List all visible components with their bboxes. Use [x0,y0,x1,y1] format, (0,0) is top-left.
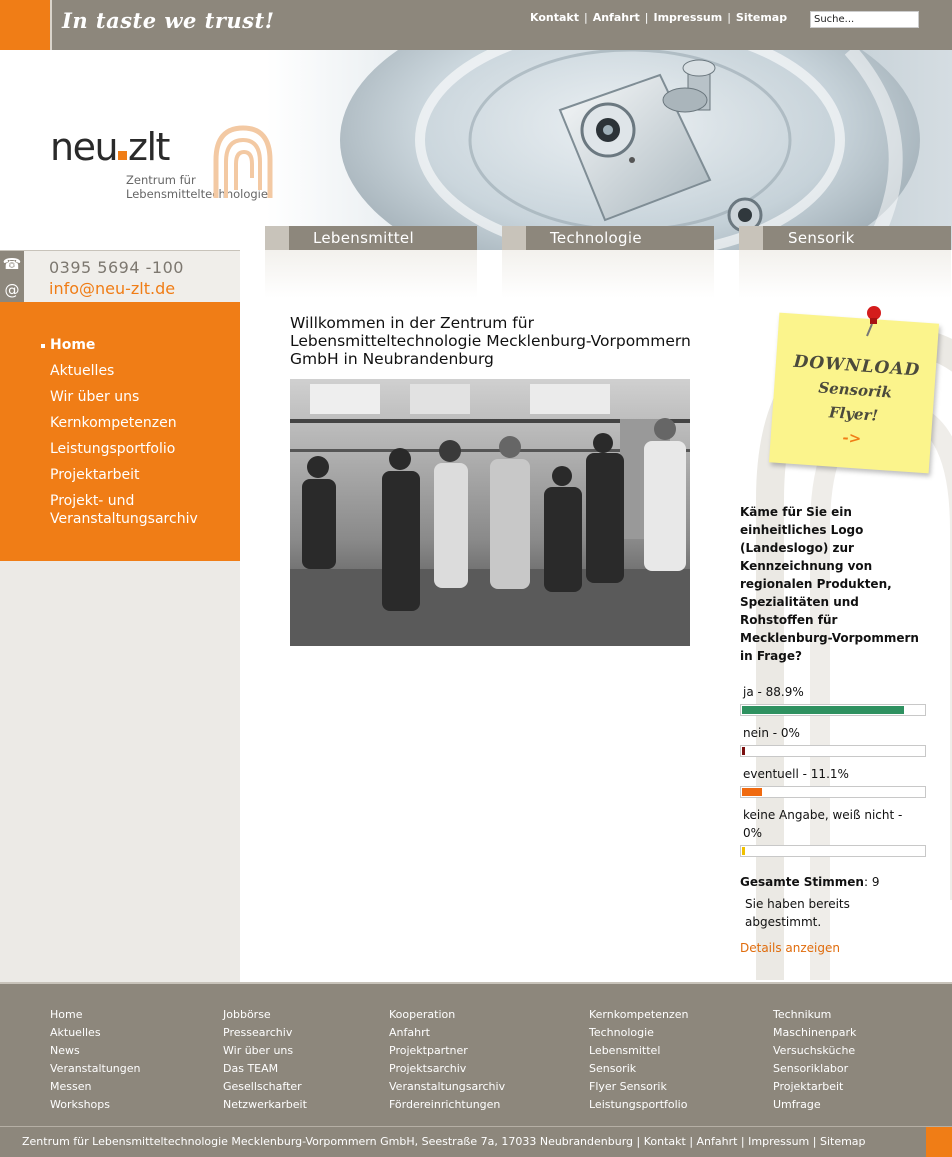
poll-total-value: : 9 [863,875,880,889]
top-link-impressum[interactable]: Impressum [653,11,723,24]
footer-link[interactable]: Das TEAM [223,1062,279,1075]
footer-link[interactable]: Veranstaltungen [50,1062,141,1075]
bottom-bar [0,1126,952,1157]
logo-name-right: zlt [128,125,169,169]
tab-label: Technologie [550,229,642,247]
footer-link[interactable]: Fördereinrichtungen [389,1098,501,1111]
poll-voted-line1: Sie haben bereits [745,897,850,911]
footer-link[interactable]: Maschinenpark [773,1026,857,1039]
poll-spacer [740,665,930,683]
top-orange-block [0,0,50,50]
tab-notch [502,226,526,250]
poll-bar-track [740,704,926,716]
footer-link[interactable]: Technikum [773,1008,832,1021]
bottom-orange-block [926,1127,952,1157]
footer-link[interactable]: Workshops [50,1098,111,1111]
logo-sub-line2: Lebensmitteltechnologie [126,187,268,201]
footer-link[interactable]: Flyer Sensorik [589,1080,667,1093]
note-text [778,349,930,455]
footer-col-2 [223,1006,307,1114]
nav-item-kernkompetenzen[interactable]: Kernkompetenzen [50,415,177,431]
footer-col-4 [589,1006,688,1114]
footer-link[interactable]: News [50,1044,80,1057]
footer-col-1 [50,1006,141,1114]
footer-link[interactable]: Leistungsportfolio [589,1098,688,1111]
poll-question-line: in Frage? [740,649,802,663]
poll-question-line: Spezialitäten und [740,595,859,609]
tab-label: Sensorik [788,229,855,247]
poll-bar-fill [742,847,745,855]
poll-box [740,503,930,956]
team-photo-image [290,379,690,646]
nav-item-archiv[interactable] [50,492,198,528]
nav-item-archiv-line1: Projekt- und [50,493,135,509]
footer-link[interactable]: Sensoriklabor [773,1062,849,1075]
footer-link[interactable]: Projektarbeit [773,1080,844,1093]
footer-link[interactable]: Kooperation [389,1008,456,1021]
top-link-sitemap[interactable]: Sitemap [735,11,788,24]
tab-label: Lebensmittel [313,229,414,247]
footer-link[interactable]: Projektpartner [389,1044,468,1057]
tab-lebensmittel[interactable] [265,226,477,298]
nav-item-projektarbeit[interactable]: Projektarbeit [50,467,140,483]
note-line2: Sensorik [817,378,893,402]
nav-item-leistungsportfolio[interactable]: Leistungsportfolio [50,441,176,457]
tab-notch [739,226,763,250]
logo-dot [118,151,127,160]
top-nav [530,11,787,24]
top-bar [0,0,952,50]
footer-link[interactable]: Home [50,1008,83,1021]
footer-link[interactable]: Veranstaltungsarchiv [389,1080,506,1093]
footer-link[interactable]: Kernkompetenzen [589,1008,689,1021]
footer-link[interactable]: Jobbörse [223,1008,271,1021]
poll-total-label: Gesamte Stimmen [740,875,864,889]
poll-question [740,503,930,665]
top-nav-divider: | [644,11,649,24]
pushpin-icon [860,304,884,338]
nav-item-archiv-line2: Veranstaltungsarchiv [50,511,198,527]
top-nav-divider: | [583,11,588,24]
page-title [290,314,720,368]
footer-link[interactable]: Versuchsküche [773,1044,856,1057]
slogan: In taste we trust! [62,8,275,33]
poll-option-nein: nein - 0% [743,726,800,740]
footer-link[interactable]: Wir über uns [223,1044,294,1057]
phone-icon: ☎ [2,255,22,273]
poll-option-line1: keine Angabe, weiß nicht - [743,808,903,822]
logo-name-left: neu [50,125,118,169]
footer-link[interactable]: Projektsarchiv [389,1062,467,1075]
search-input[interactable] [810,11,919,28]
footer-col-3 [389,1006,505,1114]
poll-option-keine-angabe [743,806,930,842]
poll-option-eventuell: eventuell - 11.1% [743,767,849,781]
nav-item-home[interactable]: Home [50,336,198,354]
poll-bar-track [740,745,926,757]
poll-voted-message [745,895,930,931]
poll-bar-fill [742,706,904,714]
footer-link[interactable]: Anfahrt [389,1026,430,1039]
poll-details-link[interactable]: Details anzeigen [740,941,840,955]
footer-link[interactable]: Netzwerkarbeit [223,1098,307,1111]
poll-question-line: einheitliches Logo [740,523,864,537]
poll-question-line: Rohstoffen für [740,613,838,627]
nav-item-aktuelles[interactable]: Aktuelles [50,363,115,379]
top-separator [50,0,52,50]
poll-question-line: Kennzeichnung von [740,559,873,573]
footer-link[interactable]: Lebensmittel [589,1044,661,1057]
logo-sub-line1: Zentrum für [126,173,196,187]
machine-photo [330,50,952,250]
poll-bar-track [740,786,926,798]
poll-question-line: regionalen Produkten, [740,577,892,591]
top-nav-divider: | [727,11,731,24]
poll-bar-fill [742,788,762,796]
top-link-anfahrt[interactable]: Anfahrt [592,11,640,24]
team-photo [290,379,690,646]
note-line3: Flyer! [828,403,879,425]
footer-link[interactable]: Gesellschafter [223,1080,302,1093]
note-line1: DOWNLOAD [792,351,921,381]
logo-swirl-icon [208,120,278,200]
footer-link[interactable]: Sensorik [589,1062,637,1075]
logo-wordmark [50,125,169,169]
poll-bar-track [740,845,926,857]
tab-notch [265,226,289,250]
at-icon: @ [4,281,20,299]
contact-phone: 0395 5694 -100 [49,258,184,277]
poll-option-ja: ja - 88.9% [743,685,804,699]
poll-question-line: Mecklenburg-Vorpommern [740,631,919,645]
footer-link[interactable]: Technologie [589,1026,654,1039]
top-link-kontakt[interactable]: Kontakt [530,11,579,24]
poll-question-line: (Landeslogo) zur [740,541,854,555]
title-line3: GmbH in Neubrandenburg [290,350,494,368]
footer-link[interactable]: Messen [50,1080,92,1093]
note-arrow: -> [841,428,862,448]
main-nav [0,302,240,561]
footer-link[interactable]: Pressearchiv [223,1026,293,1039]
tab-technologie[interactable] [502,226,714,298]
poll-question-line: Käme für Sie ein [740,505,852,519]
bottom-address: Zentrum für Lebensmitteltechnologie Mecklenburg-Vorpommern GmbH, Seestraße 7a, 17033 Neubrandenburg | Kontakt | Anfahrt | Impressum | Sitemap [22,1135,866,1148]
header-banner [0,50,952,250]
footer-col-5 [773,1006,856,1114]
site-logo[interactable] [50,125,268,201]
poll-bar-fill [742,747,745,755]
tab-sensorik[interactable] [739,226,951,298]
contact-email[interactable]: info@neu-zlt.de [49,279,176,298]
footer-link[interactable]: Aktuelles [50,1026,101,1039]
nav-item-wir-ueber-uns[interactable]: Wir über uns [50,389,140,405]
footer-link[interactable]: Umfrage [773,1098,821,1111]
title-line2: Lebensmitteltechnologie Mecklenburg-Vorpommern [290,332,691,350]
title-line1: Willkommen in der Zentrum für [290,314,534,332]
contact-box [0,250,240,302]
poll-voted-line2: abgestimmt. [745,915,822,929]
download-flyer-note[interactable] [769,313,939,474]
main-content [290,314,720,368]
poll-total [740,875,930,889]
poll-option-line2: 0% [743,826,763,840]
